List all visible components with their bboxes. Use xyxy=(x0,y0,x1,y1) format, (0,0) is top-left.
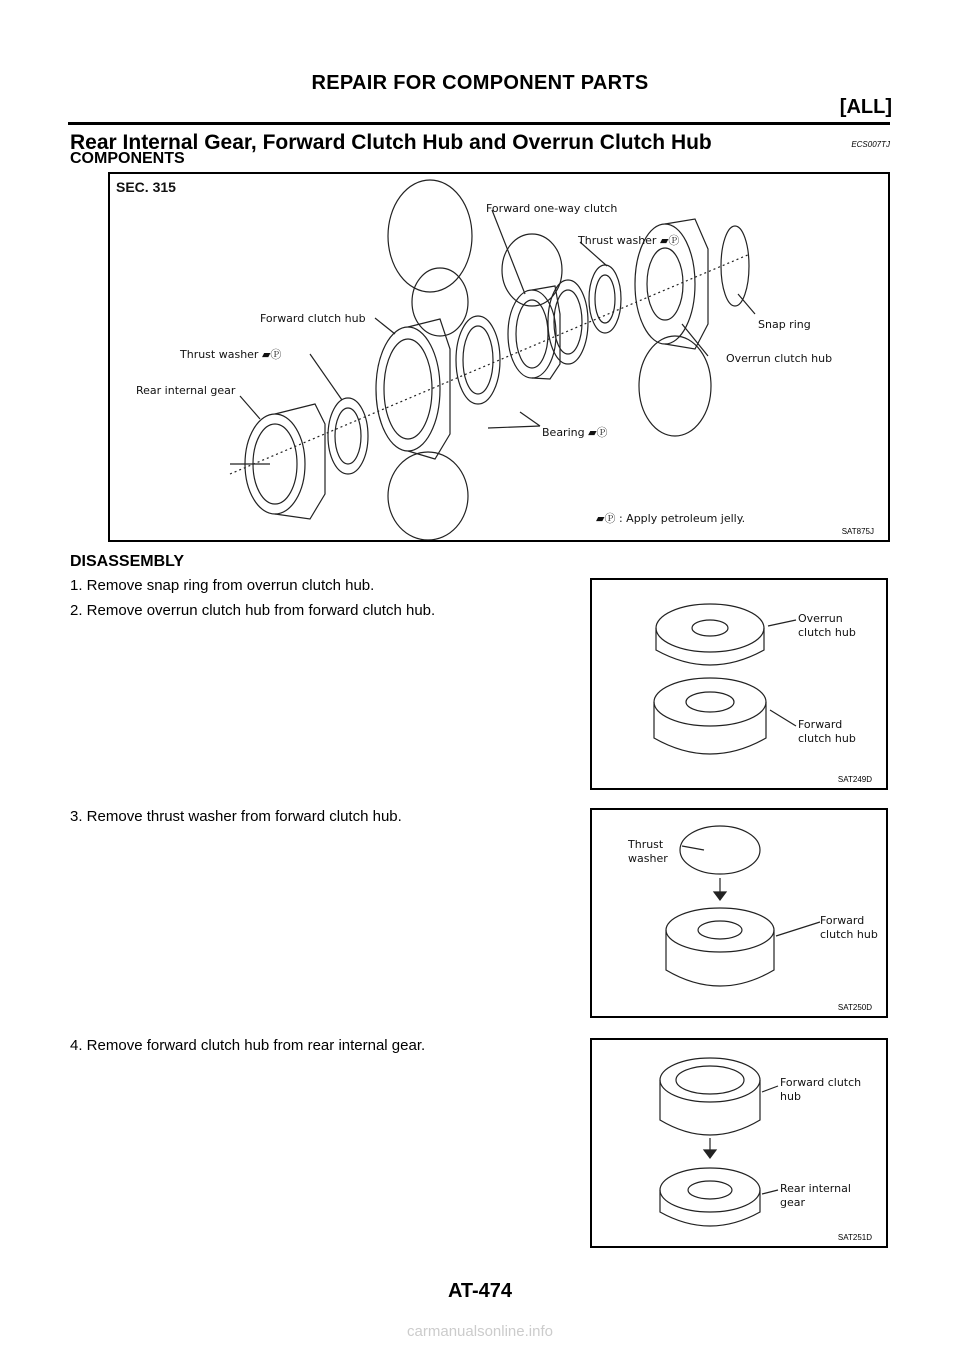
figure-code: SAT249D xyxy=(837,775,872,784)
figure-code: SAT875J xyxy=(841,527,874,536)
figure-code: SAT250D xyxy=(837,1003,872,1012)
petroleum-jelly-icon: ▰Ⓟ xyxy=(261,348,282,361)
label-forward-clutch-hub: Forward clutch hub xyxy=(798,718,856,745)
sec-label: SEC. 315 xyxy=(116,179,176,195)
figure-code: SAT251D xyxy=(837,1233,872,1242)
figure-overrun-forward-hub xyxy=(590,578,888,790)
step-1: 1. Remove snap ring from overrun clutch hub. xyxy=(70,577,375,594)
label-thrust-washer-top: Thrust washer ▰Ⓟ xyxy=(578,234,680,247)
label-forward-clutch-hub: Forward clutch hub xyxy=(780,1076,862,1103)
page-number: AT-474 xyxy=(447,1280,513,1302)
label-snap-ring: Snap ring xyxy=(758,318,811,331)
petroleum-jelly-icon: ▰Ⓟ xyxy=(588,426,608,439)
step-4: 4. Remove forward clutch hub from rear internal gear. xyxy=(70,1037,426,1054)
label-rear-internal-gear: Rear internal gear xyxy=(136,384,236,397)
label-forward-clutch-hub: Forward clutch hub xyxy=(260,312,366,325)
components-figure xyxy=(108,172,890,542)
figure-rear-internal-gear xyxy=(590,1038,888,1248)
label-overrun-clutch-hub: Overrun clutch hub xyxy=(726,352,833,365)
petroleum-jelly-icon: ▰Ⓟ xyxy=(596,512,616,525)
label-thrust-washer-left: Thrust washer ▰Ⓟ xyxy=(180,348,282,361)
section-title: Rear Internal Gear, Forward Clutch Hub and Overrun Clutch Hub xyxy=(70,131,712,154)
step-2: 2. Remove overrun clutch hub from forward clutch hub. xyxy=(70,602,436,619)
petroleum-jelly-icon: ▰Ⓟ xyxy=(659,234,680,247)
legend: ▰Ⓟ : Apply petroleum jelly. xyxy=(596,512,746,525)
page-header-title: REPAIR FOR COMPONENT PARTS xyxy=(311,72,649,94)
disassembly-heading: DISASSEMBLY xyxy=(70,553,185,570)
label-forward-one-way-clutch: Forward one-way clutch xyxy=(486,202,618,215)
header-rule xyxy=(68,122,890,125)
figure-drawing xyxy=(592,1040,888,1248)
section-code: ECS007TJ xyxy=(851,140,890,149)
page-header-tag: [ALL] xyxy=(839,96,892,118)
figure-thrust-washer xyxy=(590,808,888,1018)
label-bearing: Bearing ▰Ⓟ xyxy=(542,426,608,439)
components-heading: COMPONENTS xyxy=(70,150,185,167)
label-thrust-washer: Thrust washer xyxy=(628,838,668,865)
label-forward-clutch-hub: Forward clutch hub xyxy=(820,914,878,941)
watermark: carmanualsonline.info xyxy=(407,1323,553,1340)
label-rear-internal-gear: Rear internal gear xyxy=(780,1182,851,1209)
label-overrun-clutch-hub: Overrun clutch hub xyxy=(798,612,856,639)
step-3: 3. Remove thrust washer from forward clutch hub. xyxy=(70,808,402,825)
